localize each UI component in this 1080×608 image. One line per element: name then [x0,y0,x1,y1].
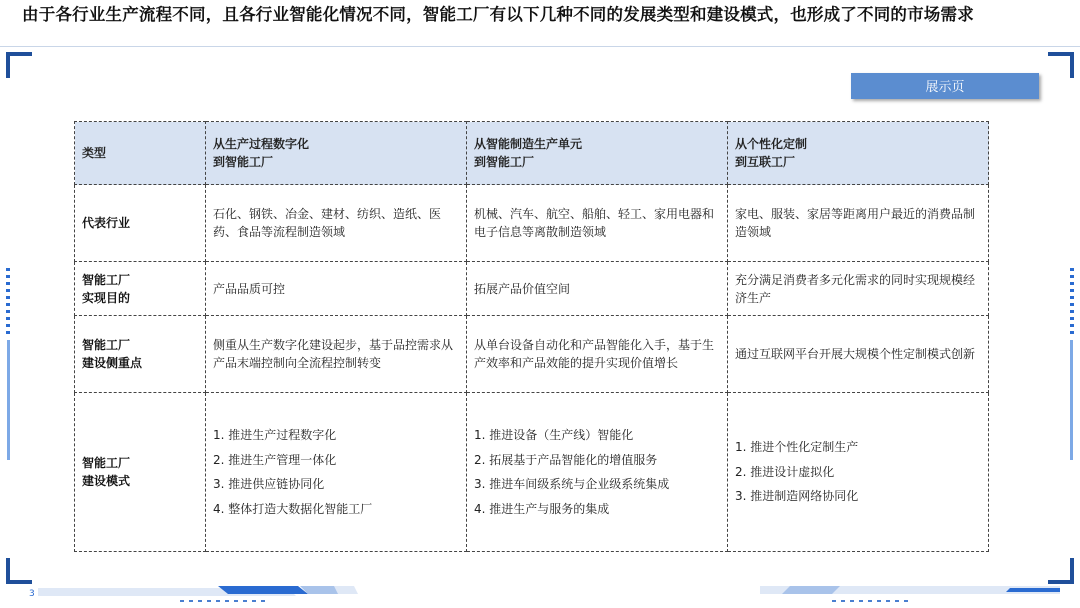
table-cell: 拓展产品价值空间 [467,262,728,316]
table-row [75,393,989,552]
list-item: 4. 推进生产与服务的集成 [474,501,610,516]
table-cell: 石化、钢铁、冶金、建材、纺织、造纸、医药、食品等流程制造领域 [206,185,467,262]
list-item: 3. 推进制造网络协同化 [735,489,859,504]
table-cell: 机械、汽车、航空、船舶、轻工、家用电器和电子信息等离散制造领域 [467,185,728,262]
table-header-row [75,122,989,185]
table-row [75,262,989,316]
header-cell-discrete: 从智能制造生产单元 到智能工厂 [467,122,728,185]
header-cell-type: 类型 [75,122,206,185]
list-item: 4. 整体打造大数据化智能工厂 [213,501,373,516]
list-item: 2. 推进设计虚拟化 [735,464,835,479]
corner-bracket-top-left [6,52,32,78]
list-item: 2. 推进生产管理一体化 [213,452,337,467]
list-item: 1. 推进设备（生产线）智能化 [474,428,634,442]
row-label: 智能工厂 建设侧重点 [75,316,206,393]
page-title: 由于各行业生产流程不同，且各行业智能化情况不同，智能工厂有以下几种不同的发展类型和建设模式，也形成了不同的市场需求 [22,5,974,24]
comparison-table [74,121,989,552]
table-cell: 侧重从生产数字化建设起步，基于品控需求从产品末端控制向全流程控制转变 [206,316,467,393]
list-item: 3. 推进供应链协同化 [213,477,325,491]
demo-page-button[interactable]: 展示页 [851,73,1039,99]
footer-left-chevrons [180,600,270,602]
table-cell: 从单台设备自动化和产品智能化入手，基于生产效率和产品效能的提升实现价值增长 [467,316,728,393]
table-row [75,316,989,393]
corner-bracket-top-right [1048,52,1074,78]
list-item: 1. 推进生产过程数字化 [213,428,337,442]
right-side-bar [1070,340,1073,460]
page-number: 3 [29,589,35,599]
table-cell-list [467,393,728,552]
right-side-dashes [1070,268,1074,338]
title-divider [0,46,1080,47]
left-side-bar [7,340,10,460]
row-label: 智能工厂 实现目的 [75,262,206,316]
list-item: 1. 推进个性化定制生产 [735,440,859,455]
header-cell-process: 从生产过程数字化 到智能工厂 [206,122,467,185]
list-item: 2. 拓展基于产品智能化的增值服务 [474,452,658,467]
table-cell: 家电、服装、家居等距离用户最近的消费品制造领域 [728,185,989,262]
footer-right-chevrons [832,600,912,602]
left-side-dashes [6,268,10,338]
header-cell-custom: 从个性化定制 到互联工厂 [728,122,989,185]
table-cell-list [728,393,989,552]
table-cell: 通过互联网平台开展大规模个性定制模式创新 [728,316,989,393]
table-cell: 产品品质可控 [206,262,467,316]
table-cell-list [206,393,467,552]
corner-bracket-bottom-left [6,558,32,584]
row-label: 代表行业 [75,185,206,262]
row-label: 智能工厂 建设模式 [75,393,206,552]
table-row [75,185,989,262]
corner-bracket-bottom-right [1048,558,1074,584]
table-cell: 充分满足消费者多元化需求的同时实现规模经济生产 [728,262,989,316]
list-item: 3. 推进车间级系统与企业级系统集成 [474,477,670,491]
